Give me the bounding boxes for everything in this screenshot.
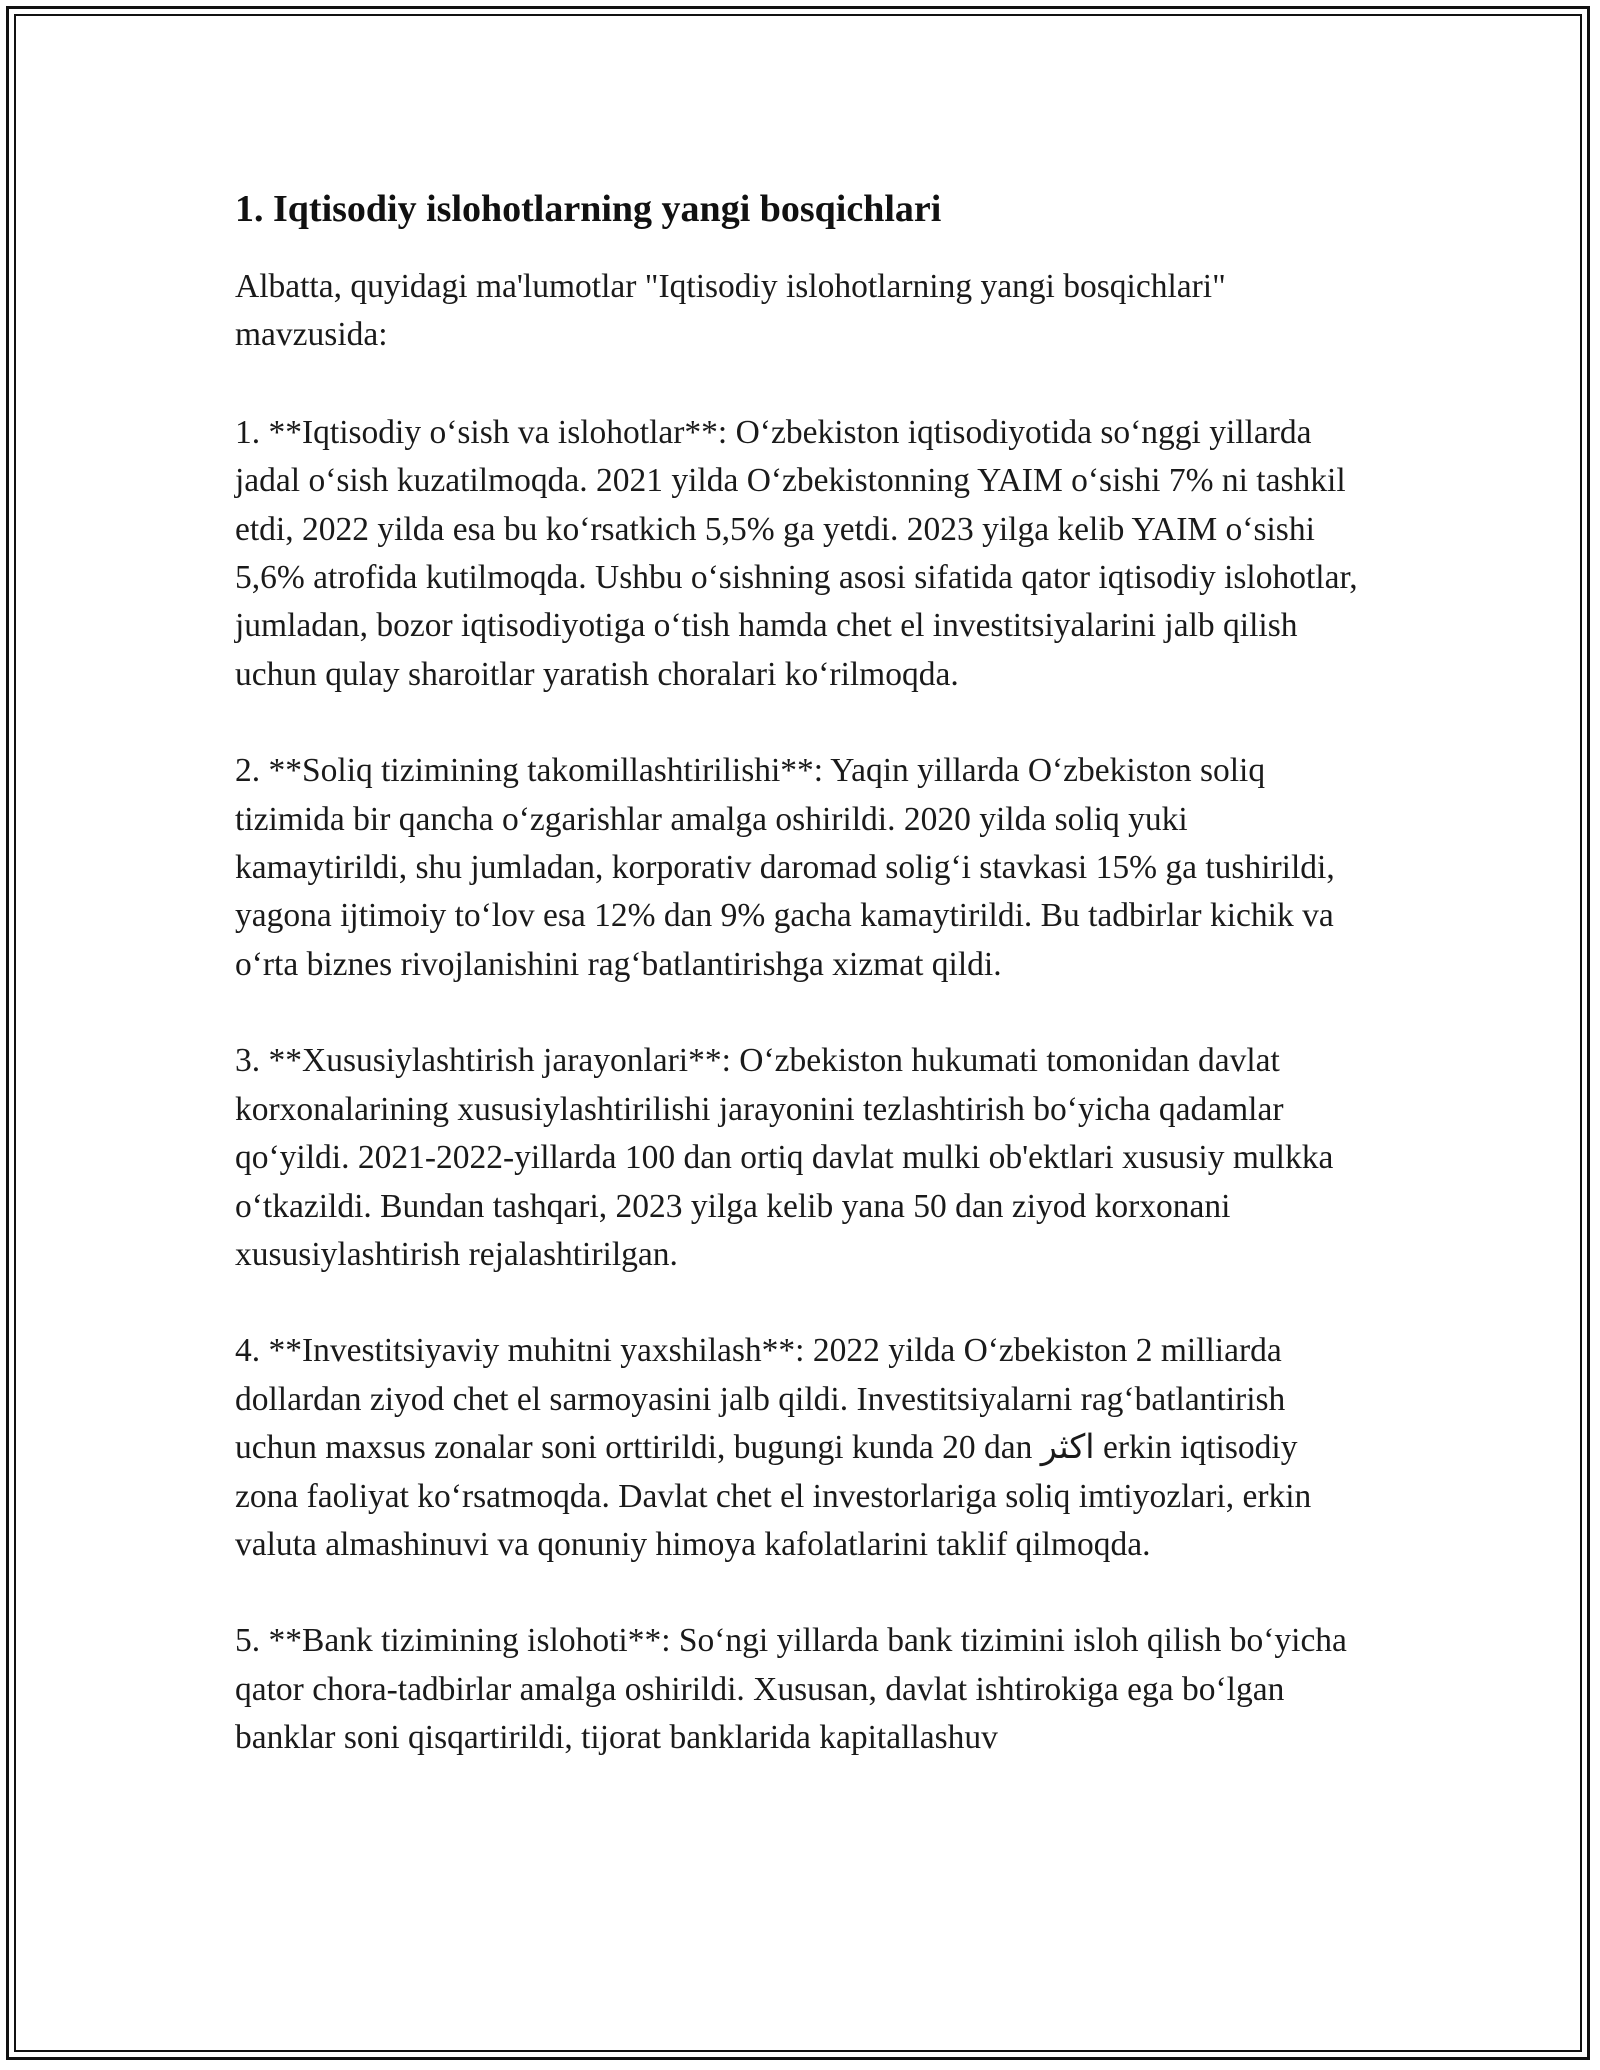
document-heading: 1. Iqtisodiy islohotlarning yangi bosqichlari bbox=[235, 188, 942, 230]
paragraph-investment-climate: 4. **Investitsiyaviy muhitni yaxshilash**: 2022 yilda O‘zbekiston 2 milliarda dollardan ziyod chet el sarmoyasini jalb qildi. Investitsiyalarni rag‘batlantirish uchun maxsus zonalar soni orttirildi, bugungi kunda 20 dan اكثر erkin iqtisodiy zona faoliyat ko‘rsatmoqda. Davlat chet el investorlariga soliq imtiyozlari, erkin valuta almashinuvi va qonuniy himoya kafolatlarini taklif qilmoqda. bbox=[235, 1332, 1312, 1563]
paragraph-tax-system: 2. **Soliq tizimining takomillashtirilishi**: Yaqin yillarda O‘zbekiston soliq tizimida bir qancha o‘zgarishlar amalga oshirildi. 2020 yilda soliq yuki kamaytirildi, shu jumladan, korporativ daromad solig‘i stavkasi 15% ga tushirildi, yagona ijtimoiy to‘lov esa 12% dan 9% gacha kamaytirildi. Bu tadbirlar kichik va o‘rta biznes rivojlanishini rag‘batlantirishga xizmat qildi. bbox=[235, 752, 1335, 983]
document-body bbox=[235, 185, 1365, 1811]
intro-paragraph: Albatta, quyidagi ma'lumotlar "Iqtisodiy islohotlarning yangi bosqichlari" mavzusida: bbox=[235, 268, 1226, 354]
paragraph-economic-growth: 1. **Iqtisodiy o‘sish va islohotlar**: O‘zbekiston iqtisodiyotida so‘nggi yillarda jadal o‘sish kuzatilmoqda. 2021 yilda O‘zbekistonning YAIM o‘sishi 7% ni tashkil etdi, 2022 yilda esa bu ko‘rsatkich 5,5% ga yetdi. 2023 yilga kelib YAIM o‘sishi 5,6% atrofida kutilmoqda. Ushbu o‘sishning asosi sifatida qator iqtisodiy islohotlar, jumladan, bozor iqtisodiyotiga o‘tish hamda chet el investitsiyalarini jalb qilish uchun qulay sharoitlar yaratish choralari ko‘rilmoqda. bbox=[235, 413, 1358, 693]
paragraph-banking-reform: 5. **Bank tizimining islohoti**: So‘ngi yillarda bank tizimini isloh qilish bo‘yicha qator chora-tadbirlar amalga oshirildi. Xususan, davlat ishtirokiga ega bo‘lgan banklar soni qisqartirildi, tijorat banklarida kapitallashuv bbox=[235, 1622, 1347, 1757]
paragraph-privatization: 3. **Xususiylashtirish jarayonlari**: O‘zbekiston hukumati tomonidan davlat korxonalarining xususiylashtirilishi jarayonini tezlashtirish bo‘yicha qadamlar qo‘yildi. 2021-2022-yillarda 100 dan ortiq davlat mulki ob'ektlari xususiy mulkka o‘tkazildi. Bundan tashqari, 2023 yilga kelib yana 50 dan ziyod korxonani xususiylashtirish rejalashtirilgan. bbox=[235, 1042, 1334, 1273]
